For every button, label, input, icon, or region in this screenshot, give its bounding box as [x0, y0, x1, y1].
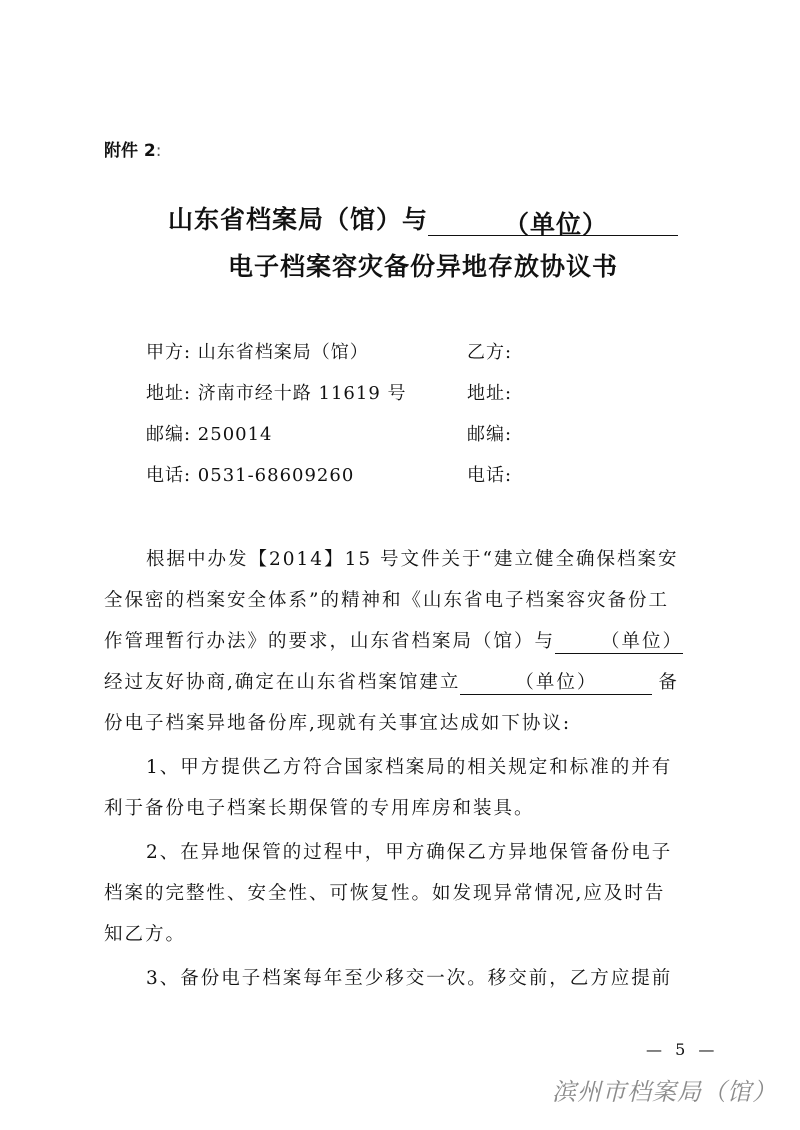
party-b-phone: 电话:: [467, 465, 513, 486]
intro-line-5: 份电子档案异地备份库,现就有关事宜达成如下协议:: [104, 713, 572, 734]
party-b-postcode: 邮编:: [467, 424, 513, 445]
intro-line-4: [104, 668, 704, 695]
intro-line-4-text: 经过友好协商,确定在山东省档案馆建立: [104, 672, 461, 693]
attachment-label: [104, 136, 161, 161]
intro-line-2: 全保密的档案安全体系”的精神和《山东省电子档案容灾备份工: [104, 590, 669, 611]
party-a-postcode: 邮编: 250014: [146, 424, 273, 445]
attachment-colon: :: [155, 141, 162, 161]
intro-line-4-unit: （单位）: [515, 672, 598, 693]
watermark-text: 滨州市档案局（馆）: [552, 1078, 777, 1106]
party-b-address: 地址:: [467, 383, 513, 404]
title-prefix: 山东省档案局（馆）与: [168, 205, 429, 234]
party-b-name: 乙方:: [467, 342, 513, 363]
title-line-1: [168, 200, 678, 239]
item-3-line-1: 3、备份电子档案每年至少移交一次。移交前，乙方应提前: [146, 968, 673, 989]
intro-line-1: 根据中办发【2014】15 号文件关于“建立健全确保档案安: [146, 549, 679, 570]
title-unit: （单位）: [504, 210, 609, 239]
page-number: — 5 —: [646, 1040, 719, 1059]
item-2-line-1: 2、在异地保管的过程中，甲方确保乙方异地保管备份电子: [146, 842, 673, 863]
intro-line-3: [104, 627, 704, 654]
item-1-line-2: 利于备份电子档案长期保管的专用库房和装具。: [104, 798, 535, 819]
intro-line-3-blank: [555, 627, 683, 654]
intro-line-4-blank: [460, 668, 652, 695]
party-a-phone: 电话: 0531-68609260: [146, 465, 355, 486]
title-line-2: 电子档案容灾备份异地存放协议书: [228, 252, 619, 281]
item-2-line-2: 档案的完整性、安全性、可恢复性。如发现异常情况,应及时告: [104, 883, 666, 904]
party-a-address: 地址: 济南市经十路 11619 号: [146, 383, 407, 404]
intro-line-3-text: 作管理暂行办法》的要求，山东省档案局（馆）与: [104, 631, 556, 652]
intro-line-3-unit: （单位）: [601, 631, 684, 652]
title-blank-underline: [428, 205, 678, 239]
intro-line-4-suffix: 备: [658, 672, 679, 693]
attachment-text: 附件 2: [104, 141, 156, 161]
item-1-line-1: 1、甲方提供乙方符合国家档案局的相关规定和标准的并有: [146, 757, 673, 778]
party-a-name: 甲方: 山东省档案局（馆）: [146, 342, 369, 363]
item-2-line-3: 知乙方。: [104, 924, 187, 945]
